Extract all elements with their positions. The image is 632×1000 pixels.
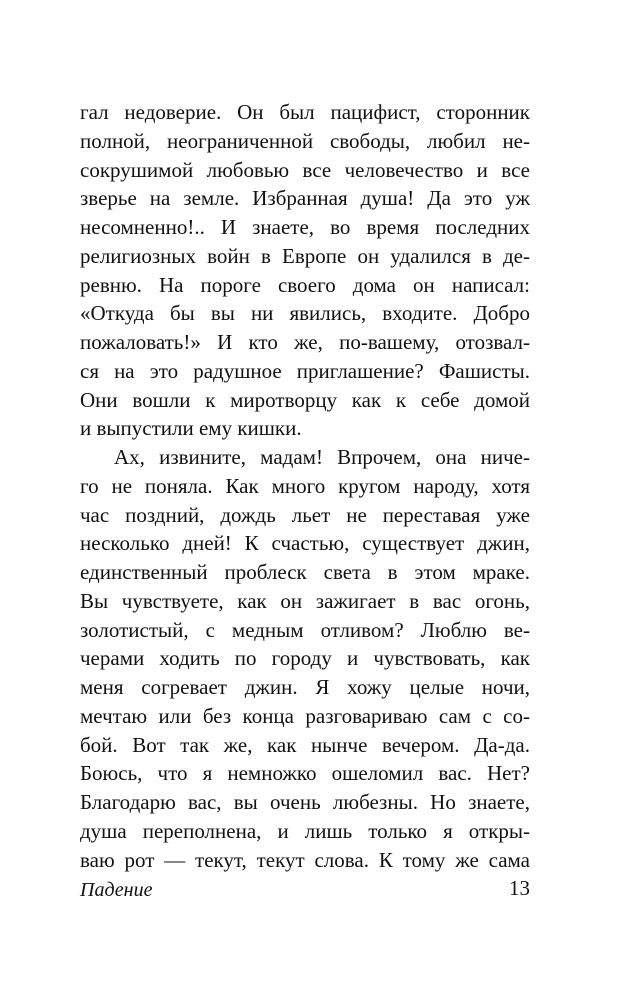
text-line: душа переполнена, и лишь только я откры- xyxy=(80,818,530,843)
text-line: Вы чувствуете, как он зажигает в вас огонь, xyxy=(80,588,530,613)
text-line: несомненно!.. И знаете, во время последних xyxy=(80,215,530,239)
text-line: гал недоверие. Он был пацифист, сторонник xyxy=(80,100,530,124)
text-line: единственный проблеск света в этом мраке. xyxy=(80,560,530,584)
text-line: го не поняла. Как много кругом народу, хотя xyxy=(80,473,530,498)
text-line: религиозных войн в Европе он удалился в де- xyxy=(80,243,530,268)
text-line: ревню. На пороге своего дома он написал: xyxy=(80,272,530,297)
text-line: зверье на земле. Избранная душа! Да это уж xyxy=(80,186,530,211)
text-line: час поздний, дождь льет не переставая уже xyxy=(80,502,530,527)
text-line: мечтаю или без конца разговариваю сам с со- xyxy=(80,703,530,728)
text-line: золотистый, с медным отливом? Люблю ве- xyxy=(80,617,530,642)
text-line: Благодарю вас, вы очень любезны. Но знаете, xyxy=(80,790,530,814)
text-line: пожаловать!» И кто же, по-вашему, отозвал- xyxy=(80,330,530,354)
text-line: меня согревает джин. Я хожу целые ночи, xyxy=(80,675,530,699)
text-line: ся на это радушное приглашение? Фашисты. xyxy=(80,358,530,383)
text-line: Они вошли к миротворцу как к себе домой xyxy=(80,387,530,412)
text-line: и выпустили ему кишки. xyxy=(80,416,302,441)
text-line: Боюсь, что я немножко ошеломил вас. Нет? xyxy=(80,761,530,786)
text-line: ваю рот — текут, текут слова. К тому же сама xyxy=(80,847,530,872)
text-line: черами ходить по городу и чувствовать, как xyxy=(80,646,530,671)
page-number: 13 xyxy=(509,876,530,900)
text-line: несколько дней! К счастью, существует джин, xyxy=(80,531,530,556)
text-line: полной, неограниченной свободы, любил не- xyxy=(80,128,530,153)
text-line: Ах, извините, мадам! Впрочем, она ниче- xyxy=(114,445,530,469)
text-line: «Откуда бы вы ни явились, входите. Добро xyxy=(80,301,530,326)
body-text xyxy=(80,98,530,874)
text-line: сокрушимой любовью все человечество и все xyxy=(80,157,530,182)
running-title: Падение xyxy=(80,879,153,901)
text-line: бой. Вот так же, как нынче вечером. Да-да. xyxy=(80,732,530,757)
